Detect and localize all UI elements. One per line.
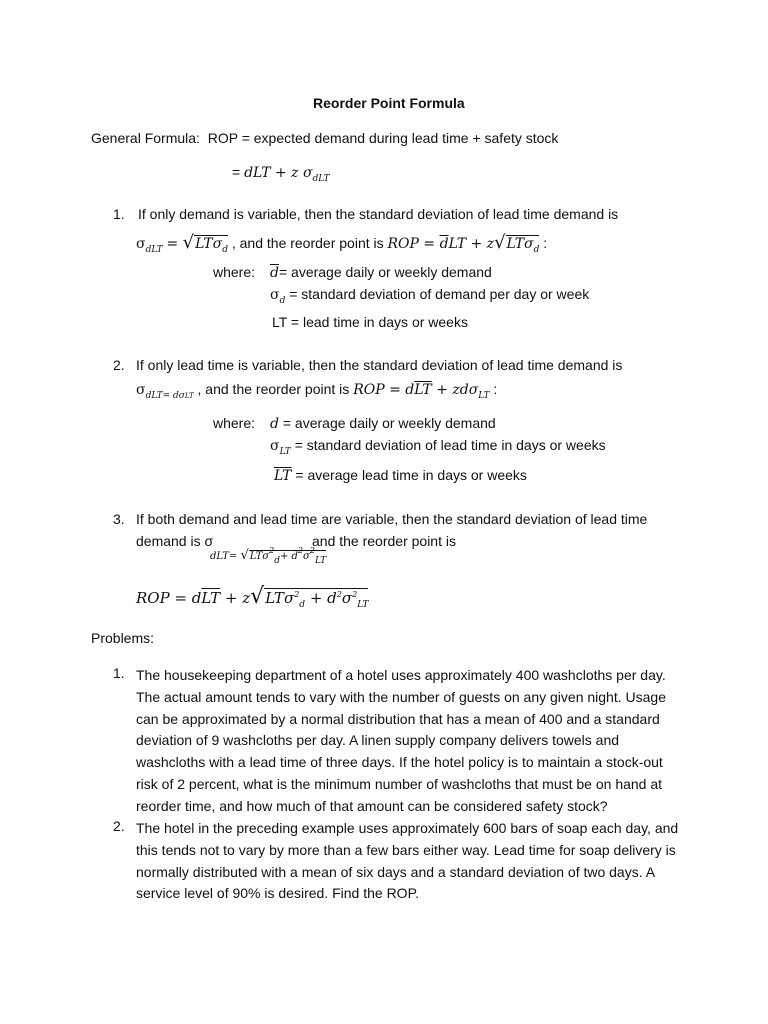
case3-rop-formula: ROP = $d\overline{LT} + z√LT\sigma^2_d + \overline{d}^2\sigma^2_{LT}$ (136, 584, 369, 610)
problem1-text: The housekeeping department of a hotel uses approximately 400 washcloths per day. The actual amount tends to vary with the number of guests on any given night. Usage can be approximated by a normal distribution that has a mean of 400 and a standard deviation of 9 washcloths per day. A linen supply company delivers towels and washcloths with a lead time of three days. If the hotel policy is to maintain a stock-out risk of 2 percent, what is the minimum number of washcloths that must be on hand at reorder time, and how much of that amount can be considered safety stock? (136, 667, 666, 814)
case1-number: 1. (113, 206, 125, 222)
case2-def-d: d = average daily or weekly demand (270, 415, 496, 432)
case2-formula-mid: , and the reorder point is (197, 381, 350, 397)
case1-formula-end: : (543, 235, 548, 251)
case2-formula: $\sigma_{dLT= d\sigma LT}$ , and the reorder point is ROP = $d\overline{LT} + zd\sigma_{LT}$ : (136, 381, 498, 401)
general-eq-prefix: = (232, 164, 241, 180)
case2-def-ltbar: $\overline{LT}$ = average lead time in days or weeks (274, 467, 527, 484)
case2-def-sigma-lt: $\sigma_{LT}$ = standard deviation of lead time in days or weeks (270, 437, 606, 457)
case2-number: 2. (113, 357, 125, 373)
case1-def-sigma-d: $\sigma_d$ = standard deviation of demand per day or week (270, 286, 590, 306)
case3-text2-end: and the reorder point is (312, 533, 456, 549)
case2-formula-end: : (493, 381, 498, 397)
case1-def-dbar: $\overline{d}=$ average daily or weekly demand (270, 264, 492, 281)
general-formula-line (91, 130, 558, 146)
case1-formula-mid: , and the reorder point is (231, 235, 384, 251)
case3-number: 3. (113, 511, 125, 527)
case3-text2: demand is σ (136, 533, 214, 549)
case1-def-lt: LT = lead time in days or weeks (272, 314, 468, 330)
case1-where: where: (213, 264, 256, 280)
case1-text: If only demand is variable, then the standard deviation of lead time demand is (138, 206, 619, 222)
problem2-number: 2. (113, 818, 125, 834)
problem2-text: The hotel in the preceding example uses approximately 600 bars of soap each day, and this tends not to vary by more than a few bars either way. Lead time for soap delivery is normally distributed with a mean of six days and a standard deviation of two days. A service level of 90% is desired. Find the ROP. (136, 820, 679, 902)
problems-heading: Problems: (91, 630, 155, 646)
problem1-number: 1. (113, 665, 125, 681)
general-eq-sub: dLT (312, 174, 330, 184)
case3-text: If both demand and lead time are variable, then the standard deviation of lead time (136, 511, 648, 527)
general-eq-body: dLT + z σ (244, 165, 313, 181)
page-title: Reorder Point Formula (313, 95, 465, 111)
general-formula-label: General Formula: (91, 130, 200, 146)
general-equation (232, 164, 330, 184)
case2-where: where: (213, 415, 256, 431)
case2-text: If only lead time is variable, then the standard deviation of lead time demand is (136, 357, 623, 373)
case1-formula: $\sigma_{dLT} = √LT\sigma_d$ , and the reorder point is ROP = $\overline{d}LT + z√LT\sigma_d$ : (136, 232, 548, 255)
general-formula-text: ROP = expected demand during lead time + safety stock (207, 130, 559, 146)
case3-sigma-formula: $dLT= √LT\sigma^2d+ \overline{d}^2\sigma^2LT$ (210, 546, 327, 566)
